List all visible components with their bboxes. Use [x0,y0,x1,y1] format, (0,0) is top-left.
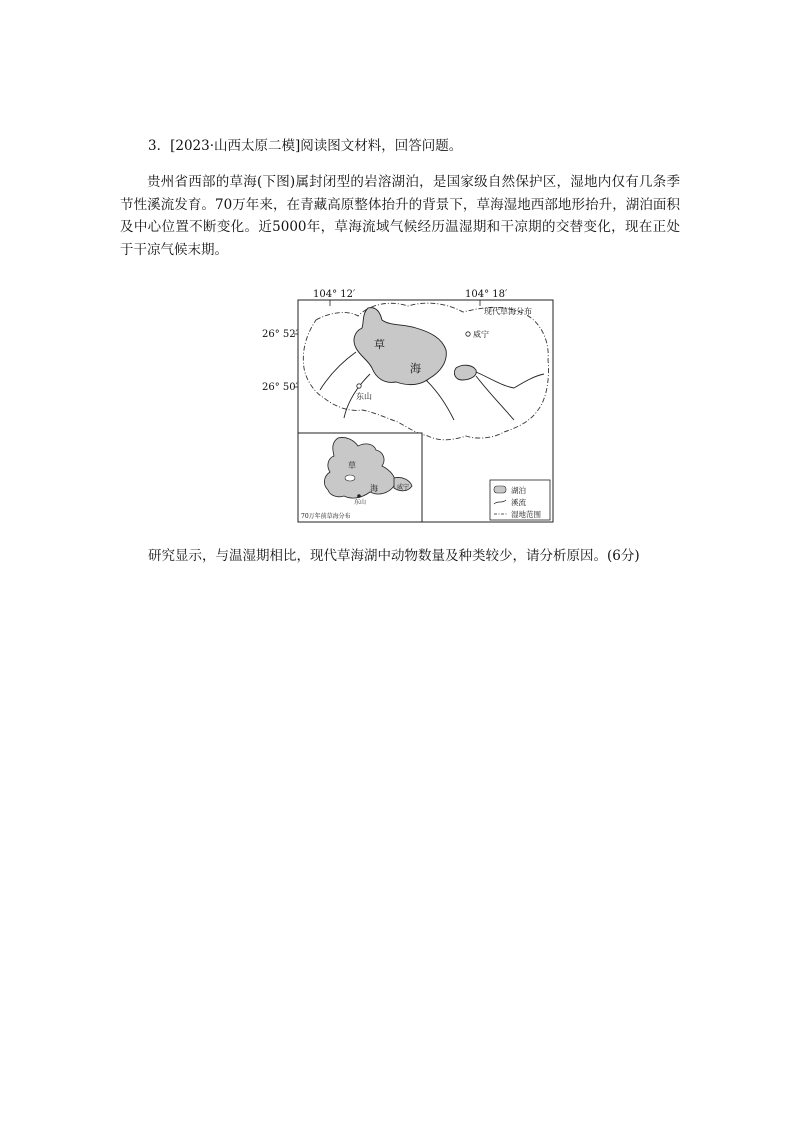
inset-lake-char-hai: 海 [370,484,378,493]
inset-dongshan-label: 东山 [354,499,367,506]
lake-char-hai: 海 [410,362,421,375]
inset-title: 70万年前草海分布 [301,513,351,520]
town-weining-label: 威宁 [473,330,489,339]
legend-lake-label: 湖泊 [511,486,526,495]
map-svg [258,282,558,524]
stream-east [476,372,514,388]
legend-wetland-label: 湿地范围 [511,510,541,519]
question-title: 3．[2023·山西太原二模]阅读图文材料，回答问题。 [148,138,463,154]
question-prompt: 研究显示，与温湿期相比，现代草海湖中动物数量及种类较少，请分析原因。(6分) [148,548,640,564]
lon-label-west: 104° 12′ [313,289,356,300]
town-dongshan-label: 东山 [356,392,372,401]
town-weining-marker [466,332,470,336]
inset-weining-label: 威宁 [397,484,410,491]
east-lake [454,365,476,380]
legend-lake-swatch [494,486,506,493]
stream-southeast [476,376,514,420]
inset-island [345,475,355,481]
main-map-title: 现代草海分布 [484,307,532,316]
town-dongshan-marker [357,384,361,388]
material-paragraph: 贵州省西部的草海(下图)属封闭型的岩溶湖泊，是国家级自然保护区，湿地内仅有几条季节性溪流发育。70万年来，在青藏高原整体抬升的背景下，草海湿地西部地形抬升，湖泊面积及中心位置不断变化。近5000年，草海流域气候经历温湿期和干凉期的交替变化，现在正处于干凉气候末期。 [120,174,680,258]
stream-west [320,352,356,390]
stream-east-branch [514,374,544,388]
legend-stream-label: 溪流 [511,498,526,507]
lat-label-south: 26° 50′ [262,382,298,393]
inset-lake-char-cao: 草 [348,461,356,470]
lake-char-cao: 草 [374,338,385,351]
lat-label-north: 26° 52′ [262,329,298,340]
inset-dongshan-marker [357,494,361,498]
caohai-map [258,282,558,524]
lon-label-east: 104° 18′ [465,289,508,300]
main-lake [354,308,446,385]
stream-south [426,380,454,420]
